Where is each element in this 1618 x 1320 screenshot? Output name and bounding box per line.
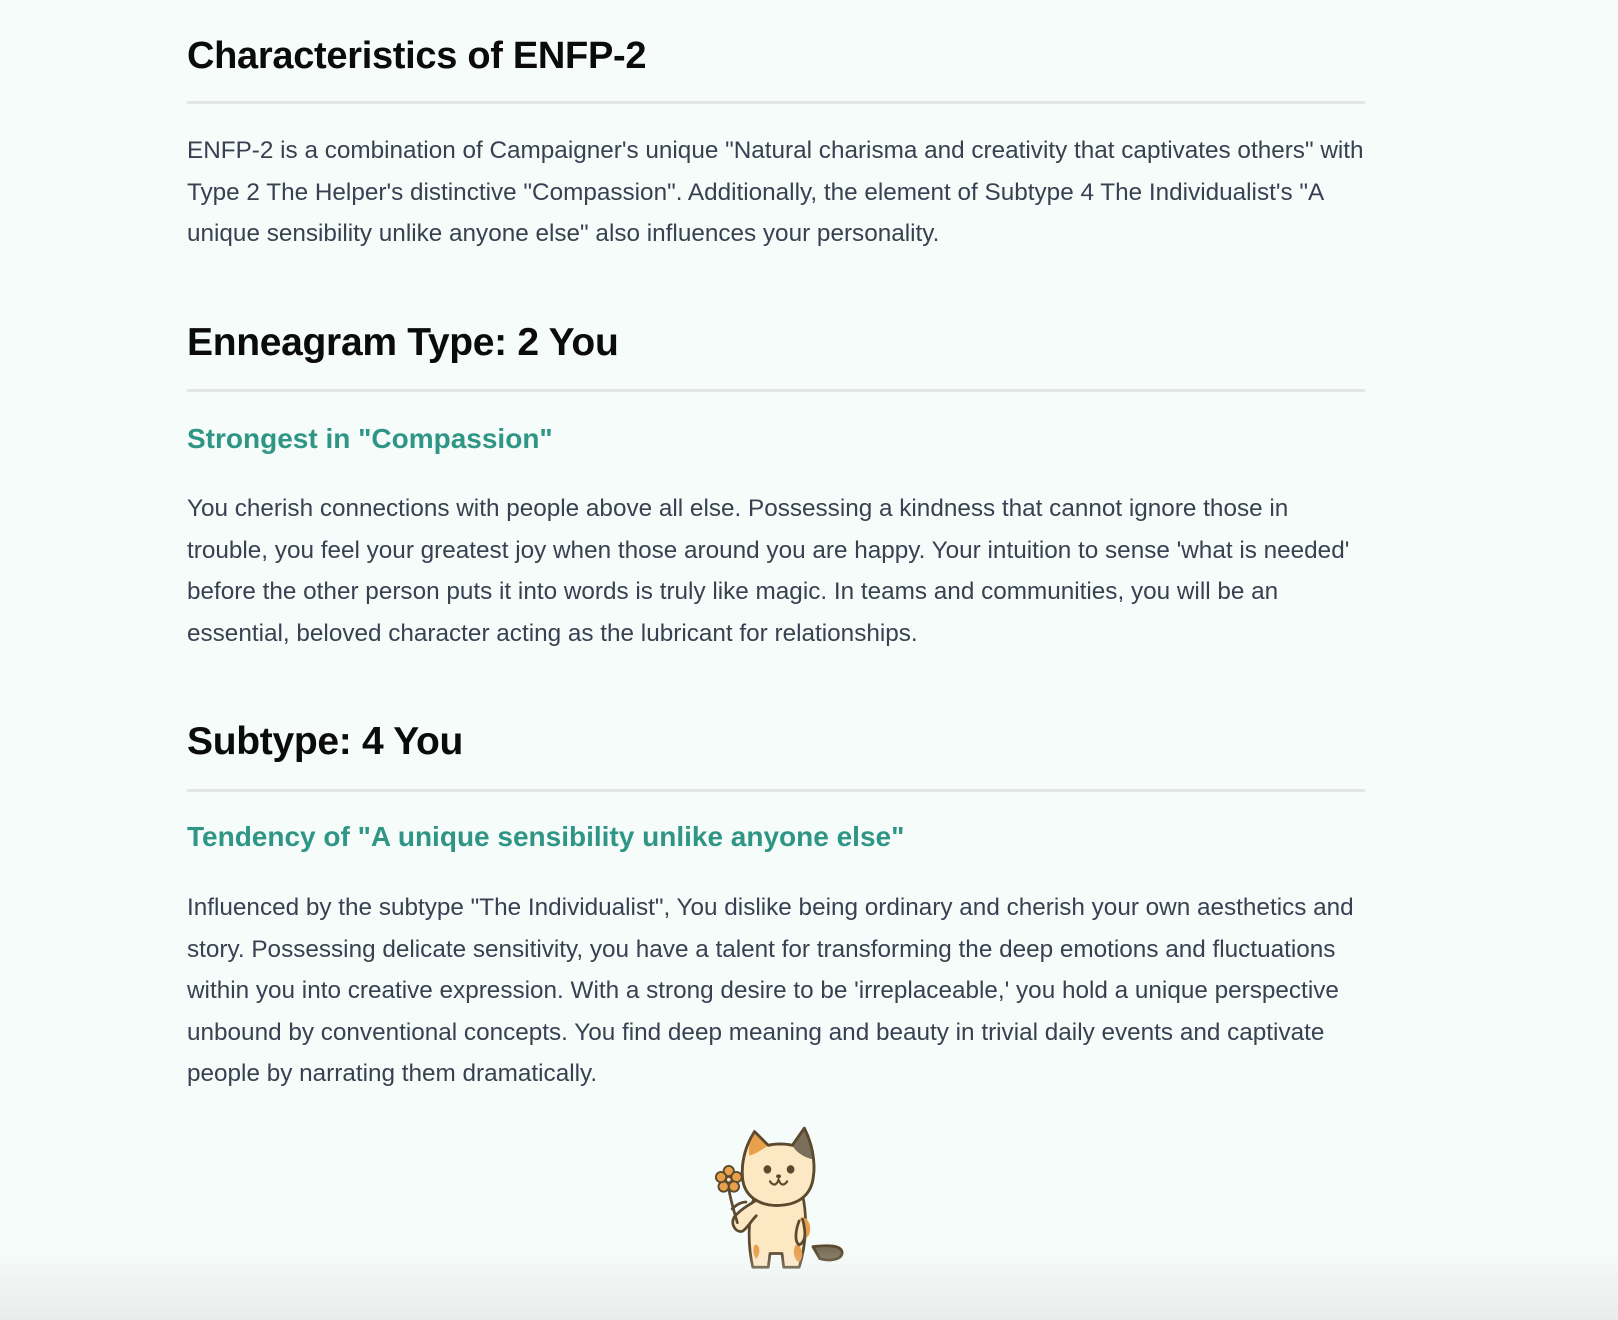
enneagram-type-heading: Enneagram Type: 2 You [187,321,619,364]
subtype-paragraph: Influenced by the subtype "The Individualist", You dislike being ordinary and cherish your own aesthetics and story. Possessing delicate sensitivity, you have a talent for transforming the deep emotions and fluctuations within you into creative expression. With a strong desire to be 'irreplaceable,' you hold a unique perspective unbound by conventional concepts. You find deep meaning and beauty in trivial daily events and captivate people by narrating them dramatically. [187,894,1354,1087]
enneagram-subheading: Strongest in "Compassion" [187,423,553,454]
subtype-heading: Subtype: 4 You [187,720,464,763]
subtype-subheading: Tendency of "A unique sensibility unlike anyone else" [187,821,905,852]
heading-divider [187,389,1365,392]
heading-divider [187,789,1365,792]
heading-divider [187,101,1365,104]
enneagram-paragraph: You cherish connections with people above all else. Possessing a kindness that cannot ignore those in trouble, you feel your greatest joy when those around you are happy. Your intuition to sense 'what is needed' before the other person puts it into words is truly like magic. In teams and communities, you will be an essential, beloved character acting as the lubricant for relationships. [187,495,1350,647]
characteristics-paragraph: ENFP-2 is a combination of Campaigner's unique "Natural charisma and creativity that captivates others" with Type 2 The Helper's distinctive "Compassion". Additionally, the element of Subtype 4 The Individualist's "A unique sensibility unlike anyone else" also influences your personality. [187,137,1364,247]
characteristics-heading: Characteristics of ENFP-2 [187,35,647,77]
calico-cat-holding-flower-icon [703,1116,849,1276]
